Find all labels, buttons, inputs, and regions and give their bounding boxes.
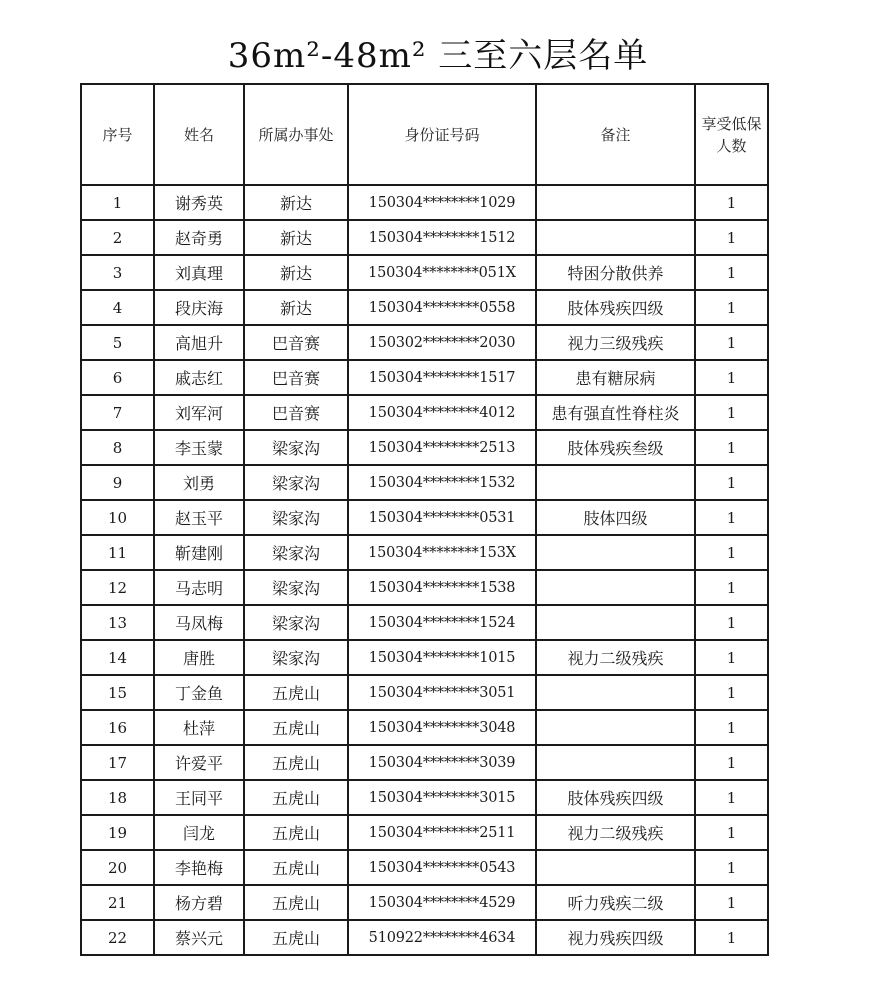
- cell-id-number: 150304********0558: [348, 290, 536, 325]
- cell-seq: 20: [81, 850, 154, 885]
- cell-count: 1: [695, 360, 768, 395]
- cell-count: 1: [695, 815, 768, 850]
- cell-name: 段庆海: [154, 290, 244, 325]
- table-row: [81, 360, 768, 395]
- cell-note: [536, 465, 695, 500]
- cell-name: 戚志红: [154, 360, 244, 395]
- cell-id-number: 150304********1512: [348, 220, 536, 255]
- cell-office: 五虎山: [244, 745, 348, 780]
- cell-office: 梁家沟: [244, 570, 348, 605]
- cell-seq: 7: [81, 395, 154, 430]
- cell-id-number: 150304********1524: [348, 605, 536, 640]
- cell-seq: 3: [81, 255, 154, 290]
- cell-seq: 13: [81, 605, 154, 640]
- cell-count: 1: [695, 325, 768, 360]
- cell-count: 1: [695, 605, 768, 640]
- cell-note: [536, 710, 695, 745]
- cell-id-number: 510922********4634: [348, 920, 536, 955]
- cell-office: 五虎山: [244, 675, 348, 710]
- cell-name: 杜萍: [154, 710, 244, 745]
- cell-name: 李玉蒙: [154, 430, 244, 465]
- table-row: [81, 570, 768, 605]
- cell-note: 肢体四级: [536, 500, 695, 535]
- cell-seq: 16: [81, 710, 154, 745]
- cell-office: 巴音赛: [244, 395, 348, 430]
- cell-name: 马志明: [154, 570, 244, 605]
- cell-id-number: 150304********1029: [348, 185, 536, 220]
- header-name: 姓名: [154, 84, 244, 185]
- header-id-number: 身份证号码: [348, 84, 536, 185]
- cell-count: 1: [695, 885, 768, 920]
- cell-note: [536, 850, 695, 885]
- cell-count: 1: [695, 290, 768, 325]
- cell-note: [536, 185, 695, 220]
- cell-note: [536, 605, 695, 640]
- cell-id-number: 150304********2511: [348, 815, 536, 850]
- cell-note: 听力残疾二级: [536, 885, 695, 920]
- cell-seq: 1: [81, 185, 154, 220]
- page-title: 36m²-48m² 三至六层名单: [227, 35, 649, 76]
- cell-name: 唐胜: [154, 640, 244, 675]
- cell-office: 梁家沟: [244, 430, 348, 465]
- cell-count: 1: [695, 920, 768, 955]
- cell-seq: 19: [81, 815, 154, 850]
- cell-office: 五虎山: [244, 815, 348, 850]
- table-row: [81, 885, 768, 920]
- cell-count: 1: [695, 640, 768, 675]
- cell-office: 梁家沟: [244, 465, 348, 500]
- cell-note: [536, 570, 695, 605]
- cell-seq: 2: [81, 220, 154, 255]
- cell-count: 1: [695, 220, 768, 255]
- table-row: [81, 535, 768, 570]
- cell-note: [536, 745, 695, 780]
- table-row: [81, 325, 768, 360]
- header-office: 所属办事处: [244, 84, 348, 185]
- cell-note: 视力二级残疾: [536, 815, 695, 850]
- cell-office: 梁家沟: [244, 640, 348, 675]
- cell-seq: 22: [81, 920, 154, 955]
- cell-id-number: 150304********3048: [348, 710, 536, 745]
- cell-note: 特困分散供养: [536, 255, 695, 290]
- cell-count: 1: [695, 185, 768, 220]
- cell-note: 肢体残疾叁级: [536, 430, 695, 465]
- cell-office: 五虎山: [244, 780, 348, 815]
- cell-office: 梁家沟: [244, 500, 348, 535]
- cell-name: 赵玉平: [154, 500, 244, 535]
- cell-count: 1: [695, 745, 768, 780]
- cell-office: 五虎山: [244, 885, 348, 920]
- cell-seq: 8: [81, 430, 154, 465]
- cell-count: 1: [695, 465, 768, 500]
- cell-count: 1: [695, 850, 768, 885]
- cell-id-number: 150304********2513: [348, 430, 536, 465]
- cell-id-number: 150304********3051: [348, 675, 536, 710]
- table-body: [81, 185, 768, 955]
- cell-name: 靳建刚: [154, 535, 244, 570]
- cell-id-number: 150304********4012: [348, 395, 536, 430]
- cell-name: 李艳梅: [154, 850, 244, 885]
- table-row: [81, 395, 768, 430]
- cell-note: [536, 220, 695, 255]
- cell-seq: 11: [81, 535, 154, 570]
- cell-seq: 10: [81, 500, 154, 535]
- cell-office: 新达: [244, 220, 348, 255]
- cell-office: 巴音赛: [244, 360, 348, 395]
- cell-seq: 21: [81, 885, 154, 920]
- cell-note: 视力三级残疾: [536, 325, 695, 360]
- cell-id-number: 150302********2030: [348, 325, 536, 360]
- cell-note: [536, 675, 695, 710]
- cell-count: 1: [695, 500, 768, 535]
- cell-count: 1: [695, 675, 768, 710]
- cell-note: 视力二级残疾: [536, 640, 695, 675]
- cell-seq: 4: [81, 290, 154, 325]
- cell-note: 患有糖尿病: [536, 360, 695, 395]
- cell-name: 马凤梅: [154, 605, 244, 640]
- cell-count: 1: [695, 255, 768, 290]
- cell-name: 丁金鱼: [154, 675, 244, 710]
- table-row: [81, 220, 768, 255]
- cell-office: 五虎山: [244, 920, 348, 955]
- cell-id-number: 150304********1517: [348, 360, 536, 395]
- cell-seq: 18: [81, 780, 154, 815]
- cell-seq: 14: [81, 640, 154, 675]
- table-row: [81, 605, 768, 640]
- cell-count: 1: [695, 570, 768, 605]
- table-row: [81, 675, 768, 710]
- cell-id-number: 150304********1532: [348, 465, 536, 500]
- cell-seq: 5: [81, 325, 154, 360]
- header-seq: 序号: [81, 84, 154, 185]
- cell-office: 五虎山: [244, 710, 348, 745]
- cell-seq: 15: [81, 675, 154, 710]
- cell-id-number: 150304********051X: [348, 255, 536, 290]
- table-header-row: [81, 84, 768, 185]
- cell-office: 新达: [244, 255, 348, 290]
- header-note: 备注: [536, 84, 695, 185]
- cell-name: 赵奇勇: [154, 220, 244, 255]
- cell-seq: 6: [81, 360, 154, 395]
- cell-seq: 9: [81, 465, 154, 500]
- table-row: [81, 640, 768, 675]
- cell-name: 刘勇: [154, 465, 244, 500]
- cell-note: 肢体残疾四级: [536, 780, 695, 815]
- cell-name: 高旭升: [154, 325, 244, 360]
- cell-count: 1: [695, 535, 768, 570]
- cell-id-number: 150304********1015: [348, 640, 536, 675]
- table-row: [81, 430, 768, 465]
- table-row: [81, 815, 768, 850]
- cell-office: 梁家沟: [244, 535, 348, 570]
- table-row: [81, 290, 768, 325]
- cell-seq: 17: [81, 745, 154, 780]
- table-row: [81, 745, 768, 780]
- cell-id-number: 150304********153X: [348, 535, 536, 570]
- table-row: [81, 185, 768, 220]
- cell-count: 1: [695, 710, 768, 745]
- table-row: [81, 500, 768, 535]
- cell-office: 新达: [244, 290, 348, 325]
- cell-name: 谢秀英: [154, 185, 244, 220]
- cell-name: 杨方碧: [154, 885, 244, 920]
- table-row: [81, 465, 768, 500]
- cell-office: 新达: [244, 185, 348, 220]
- cell-note: 肢体残疾四级: [536, 290, 695, 325]
- cell-name: 许爱平: [154, 745, 244, 780]
- cell-id-number: 150304********1538: [348, 570, 536, 605]
- cell-name: 闫龙: [154, 815, 244, 850]
- cell-office: 梁家沟: [244, 605, 348, 640]
- cell-name: 王同平: [154, 780, 244, 815]
- cell-note: 患有强直性脊柱炎: [536, 395, 695, 430]
- cell-id-number: 150304********3039: [348, 745, 536, 780]
- cell-seq: 12: [81, 570, 154, 605]
- cell-id-number: 150304********0531: [348, 500, 536, 535]
- cell-note: 视力残疾四级: [536, 920, 695, 955]
- header-count: 享受低保人数: [695, 84, 768, 185]
- cell-name: 刘军河: [154, 395, 244, 430]
- cell-note: [536, 535, 695, 570]
- cell-id-number: 150304********3015: [348, 780, 536, 815]
- cell-count: 1: [695, 430, 768, 465]
- table-row: [81, 850, 768, 885]
- cell-count: 1: [695, 395, 768, 430]
- cell-office: 五虎山: [244, 850, 348, 885]
- cell-office: 巴音赛: [244, 325, 348, 360]
- cell-name: 刘真理: [154, 255, 244, 290]
- table-row: [81, 710, 768, 745]
- cell-name: 蔡兴元: [154, 920, 244, 955]
- table-row: [81, 920, 768, 955]
- cell-count: 1: [695, 780, 768, 815]
- roster-table: [80, 83, 769, 956]
- table-row: [81, 255, 768, 290]
- cell-id-number: 150304********4529: [348, 885, 536, 920]
- cell-id-number: 150304********0543: [348, 850, 536, 885]
- table-row: [81, 780, 768, 815]
